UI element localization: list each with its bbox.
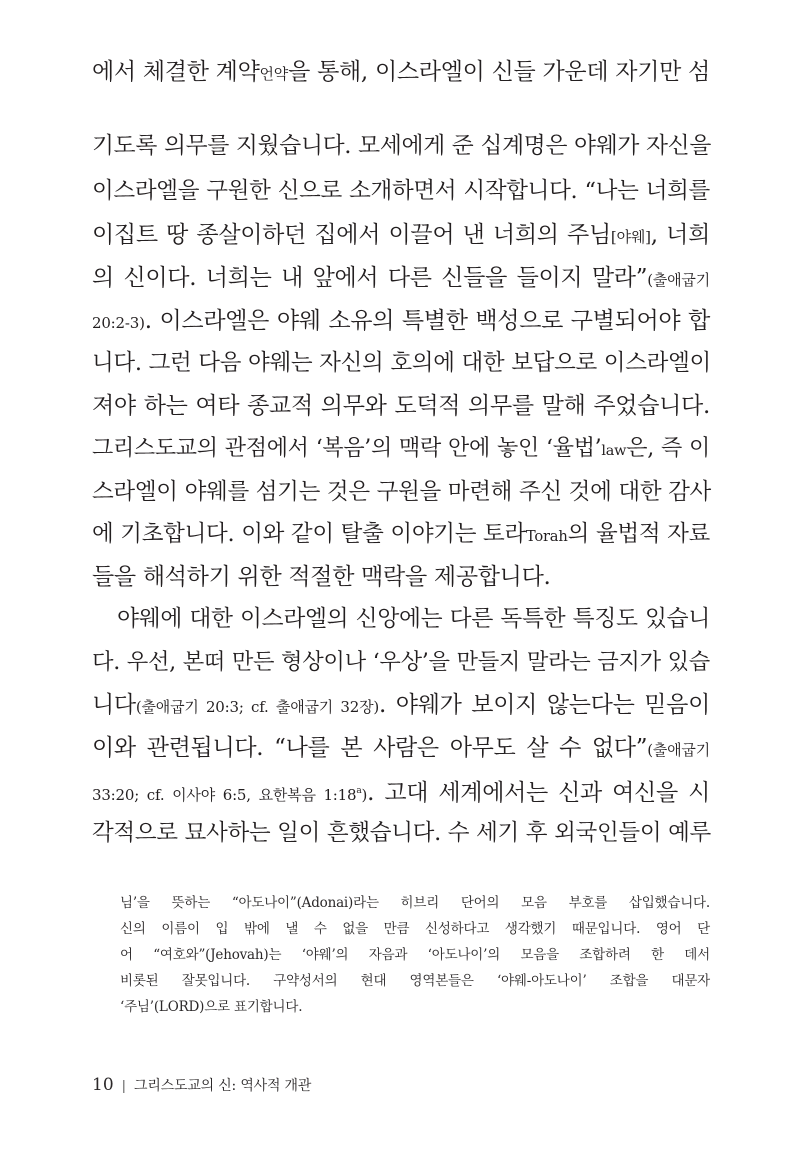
- body-line-12: 들을 해석하기 위한 적절한 맥락을 제공합니다.: [92, 564, 551, 590]
- body-text: . 이스라엘은 야웨 소유의 특별한 백성으로 구별되어야 합: [144, 308, 710, 334]
- body-text: 이와 관련됩니다. “나를 본 사람은 아무도 살 수 없다”: [92, 735, 648, 761]
- body-line-7: 니다. 그런 다음 야웨는 자신의 호의에 대한 보답으로 이스라엘이: [92, 350, 711, 376]
- inline-gloss: [야웨]: [610, 228, 651, 246]
- footnote-line: ‘주님’(LORD)으로 표기합니다.: [120, 999, 303, 1015]
- footnote-line: 비롯된 잘못입니다. 구약성서의 현대 영역본들은 ‘야웨-아도나이’ 조합을 대문자: [120, 973, 710, 989]
- body-line-2: 기도록 의무를 지웠습니다. 모세에게 준 십계명은 야웨가 자신을: [92, 133, 712, 159]
- body-text: . 야웨가 보이지 않는다는 믿음이: [379, 692, 710, 718]
- body-line-18: 각적으로 묘사하는 일이 흔했습니다. 수 세기 후 외국인들이 예루: [92, 820, 711, 846]
- body-line-6: [92, 301, 710, 341]
- scripture-reference: 20:2-3): [92, 314, 145, 332]
- body-text: 에 기초합니다. 이와 같이 탈출 이야기는 토라: [92, 521, 526, 547]
- body-text: . 고대 세계에서는 신과 여신을 시: [367, 780, 710, 806]
- body-line-13: 야웨에 대한 이스라엘의 신앙에는 다른 독특한 특징도 있습니: [117, 606, 710, 632]
- body-text: , 너희: [650, 222, 711, 248]
- body-text: 을 통해, 이스라엘이 신들 가운데 자기만 섬: [288, 59, 710, 85]
- body-line-9: [92, 429, 710, 469]
- body-text: 의 율법적 자료: [567, 521, 710, 547]
- body-line-10: 스라엘이 야웨를 섬기는 것은 구원을 마련해 주신 것에 대한 감사: [92, 479, 711, 505]
- footnote-line: 어 “여호와”(Jehovah)는 ‘야웨’의 자음과 ‘아도나이’의 모음을 조합하려 한 데서: [120, 947, 710, 963]
- scripture-reference: (출애굽기: [647, 271, 710, 289]
- page-footer: [92, 1073, 311, 1097]
- body-line-17: [92, 771, 710, 811]
- inline-gloss: Torah: [525, 528, 568, 545]
- body-text: 이집트 땅 종살이하던 집에서 이끌어 낸 너희의 주님: [92, 222, 611, 248]
- scripture-reference: ): [361, 786, 368, 804]
- footnote-line: 신의 이름이 입 밖에 낼 수 없을 만큼 신성하다고 생각했기 때문입니다. 영어 단: [120, 921, 710, 937]
- body-line-5: [92, 258, 710, 298]
- page-number: 10: [92, 1075, 114, 1095]
- body-line-16: [92, 728, 710, 768]
- body-text: 니다: [92, 692, 136, 718]
- body-line-8: 져야 하는 여타 종교적 의무와 도덕적 의무를 말해 주었습니다.: [92, 393, 710, 419]
- body-text: 그리스도교의 관점에서 ‘복음’의 맥락 안에 놓인 ‘율법’: [92, 436, 602, 461]
- scripture-reference: (출애굽기: [647, 741, 710, 759]
- body-text: 에서 체결한 계약: [92, 59, 260, 85]
- body-text: 은, 즉 이: [626, 436, 710, 461]
- footer-separator: |: [121, 1079, 127, 1094]
- running-title: 그리스도교의 신: 역사적 개관: [134, 1078, 312, 1094]
- body-text: 의 신이다. 너희는 내 앞에서 다른 신들을 들이지 말라”: [92, 265, 648, 291]
- inline-gloss: law: [601, 443, 627, 459]
- body-line-4: [92, 215, 710, 255]
- body-line-11: [92, 514, 710, 554]
- body-line-14: 다. 우선, 본떠 만든 형상이나 ‘우상’을 만들지 말라는 금지가 있습: [92, 649, 710, 675]
- footnote-line: 님’을 뜻하는 “아도나이”(Adonai)라는 히브리 단어의 모음 부호를 삽입했습니다.: [120, 895, 710, 911]
- scripture-reference: (출애굽기 20:3; cf. 출애굽기 32장): [135, 698, 380, 716]
- inline-gloss: 언약: [259, 65, 289, 83]
- scripture-reference: 33:20; cf. 이사야 6:5, 요한복음 1:18: [92, 786, 357, 804]
- body-line-1: [92, 52, 710, 92]
- body-line-15: [92, 685, 710, 725]
- body-line-3: 이스라엘을 구원한 신으로 소개하면서 시작합니다. “나는 너희를: [92, 178, 710, 204]
- footnote-marker: a: [356, 786, 362, 796]
